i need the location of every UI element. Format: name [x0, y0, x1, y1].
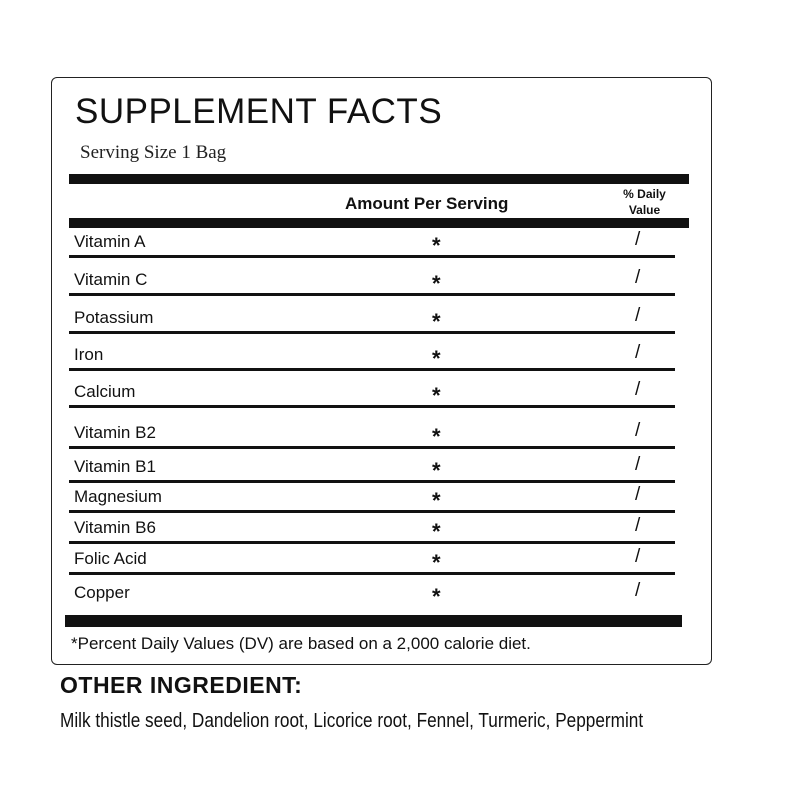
- nutrient-daily-value: /: [635, 546, 641, 567]
- table-row: [69, 228, 675, 258]
- divider-thick-bottom: [65, 615, 682, 627]
- table-row: [69, 576, 675, 609]
- nutrient-name: Vitamin C: [74, 270, 148, 289]
- nutrient-name: Folic Acid: [74, 549, 147, 568]
- nutrient-amount: *: [432, 383, 441, 408]
- nutrient-name: Vitamin B2: [74, 423, 156, 442]
- nutrient-daily-value: /: [635, 484, 641, 505]
- nutrient-name: Magnesium: [74, 487, 162, 506]
- nutrient-amount: *: [432, 584, 441, 609]
- nutrient-amount: *: [432, 458, 441, 483]
- nutrient-name: Vitamin B6: [74, 518, 156, 537]
- nutrient-daily-value: /: [635, 379, 641, 400]
- nutrient-daily-value: /: [635, 420, 641, 441]
- nutrient-table: [52, 78, 711, 664]
- nutrient-name: Copper: [74, 583, 130, 602]
- serving-size: Serving Size 1 Bag: [80, 142, 227, 163]
- nutrient-amount: *: [432, 519, 441, 544]
- column-header-amount: Amount Per Serving: [345, 194, 509, 213]
- other-ingredient-heading: OTHER INGREDIENT:: [60, 672, 303, 698]
- table-row: [69, 341, 675, 371]
- table-row: [69, 266, 675, 296]
- table-row: [69, 419, 675, 449]
- nutrient-amount: *: [432, 271, 441, 296]
- table-row: [69, 514, 675, 544]
- column-header-dv-line2: Value: [628, 203, 661, 217]
- table-row: [69, 304, 675, 334]
- nutrient-amount: *: [432, 309, 441, 334]
- other-ingredient-list: Milk thistle seed, Dandelion root, Licorice root, Fennel, Turmeric, Peppermint: [60, 710, 644, 732]
- nutrient-daily-value: /: [635, 342, 641, 363]
- table-row: [69, 453, 675, 483]
- daily-value-footnote: *Percent Daily Values (DV) are based on a 2,000 calorie diet.: [71, 634, 531, 653]
- nutrient-name: Potassium: [74, 308, 154, 327]
- nutrient-name: Iron: [74, 345, 104, 364]
- nutrient-name: Vitamin A: [74, 232, 146, 251]
- label-title: SUPPLEMENT FACTS: [75, 92, 443, 131]
- nutrient-daily-value: /: [635, 267, 641, 288]
- nutrient-amount: *: [432, 233, 441, 258]
- table-row: [69, 483, 675, 513]
- nutrient-name: Vitamin B1: [74, 457, 156, 476]
- nutrient-daily-value: /: [635, 305, 641, 326]
- nutrient-name: Calcium: [74, 382, 136, 401]
- nutrient-amount: *: [432, 550, 441, 575]
- nutrient-daily-value: /: [635, 515, 641, 536]
- nutrient-amount: *: [432, 424, 441, 449]
- supplement-facts-panel: [51, 77, 712, 665]
- nutrient-daily-value: /: [635, 454, 641, 475]
- column-header-dv-line1: % Daily: [623, 187, 666, 201]
- nutrient-amount: *: [432, 488, 441, 513]
- nutrient-amount: *: [432, 346, 441, 371]
- table-row: [69, 378, 675, 408]
- nutrient-daily-value: /: [635, 580, 641, 601]
- nutrient-daily-value: /: [635, 229, 641, 250]
- table-row: [69, 545, 675, 575]
